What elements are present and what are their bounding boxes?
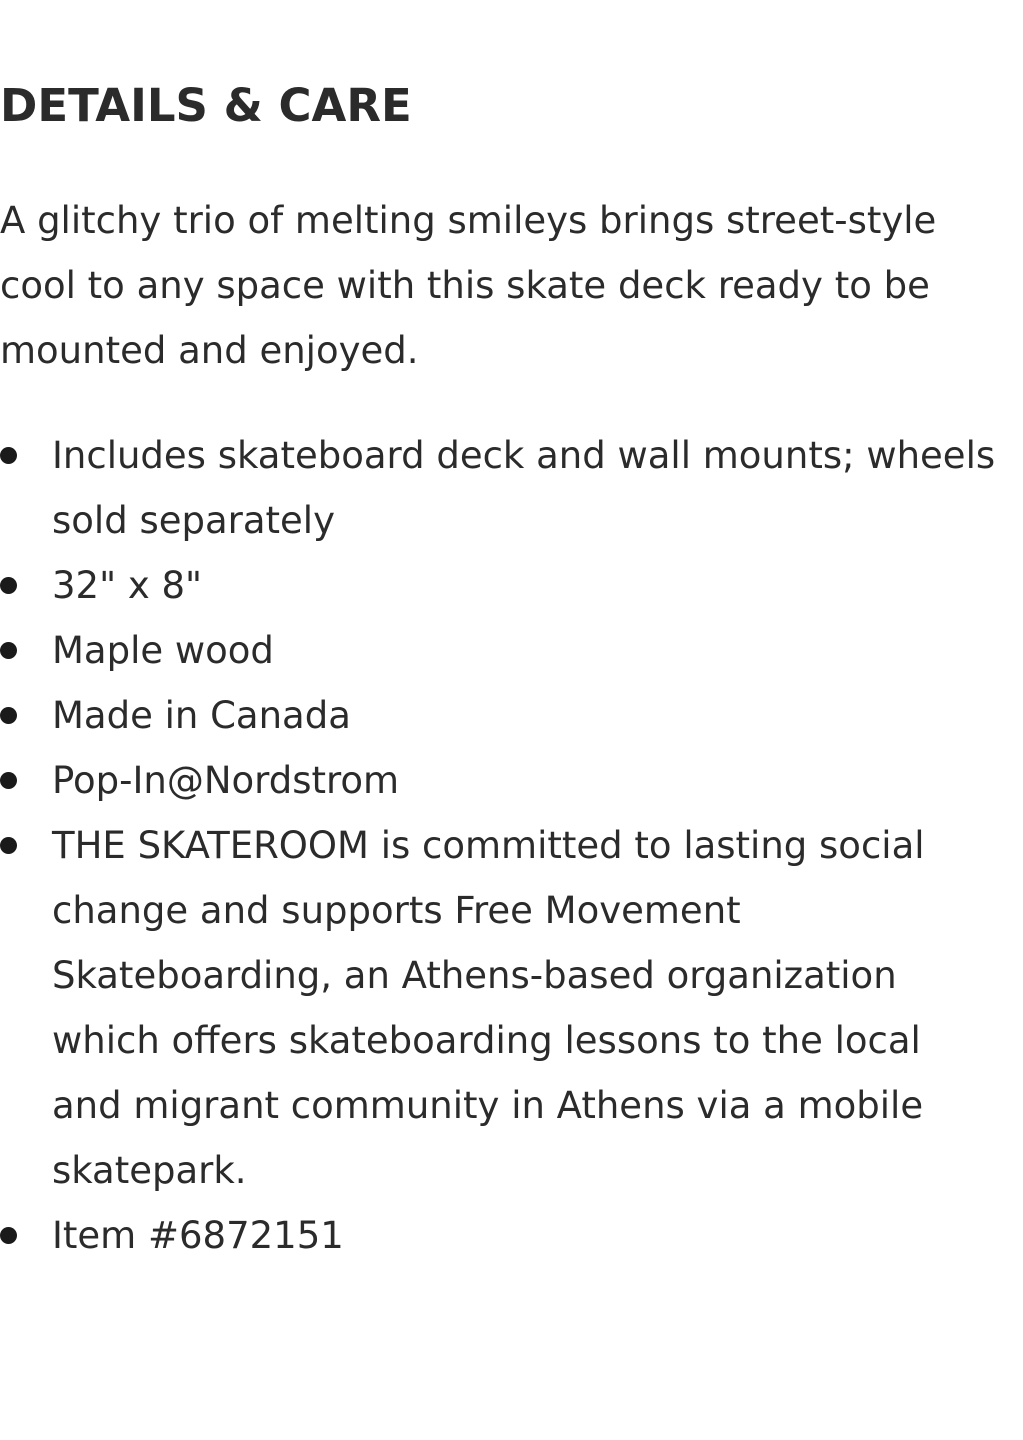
list-item-text: 32" x 8" (52, 564, 203, 607)
list-item-text: Pop-In@Nordstrom (52, 759, 400, 802)
section-heading: DETAILS & CARE (0, 79, 412, 132)
list-item (0, 683, 1000, 748)
item-number (0, 1203, 1000, 1268)
list-item-text: Made in Canada (52, 694, 351, 737)
bullet-icon (0, 772, 17, 789)
list-item (0, 813, 1000, 1203)
product-description: A glitchy trio of melting smileys brings street-style cool to any space with this skate deck ready to be mounted and enjoyed. (0, 199, 937, 372)
list-item-text: THE SKATEROOM is committed to lasting social change and supports Free Movement Skateboarding, an Athens-based organization which offers skateboarding lessons to the local and migrant community in Athens via a mobile skatepark. (52, 824, 925, 1192)
list-item (0, 748, 1000, 813)
bullet-icon (0, 837, 17, 854)
bullet-icon (0, 642, 17, 659)
list-item-text: Maple wood (52, 629, 274, 672)
bullet-icon (0, 577, 17, 594)
list-item (0, 618, 1000, 683)
product-details-list (0, 423, 1000, 1268)
list-item (0, 423, 1000, 553)
bullet-icon (0, 1227, 17, 1244)
bullet-icon (0, 447, 17, 464)
list-item-text: Includes skateboard deck and wall mounts; wheels sold separately (52, 434, 996, 542)
bullet-icon (0, 707, 17, 724)
list-item (0, 553, 1000, 618)
list-item-text: Item #6872151 (52, 1214, 344, 1257)
